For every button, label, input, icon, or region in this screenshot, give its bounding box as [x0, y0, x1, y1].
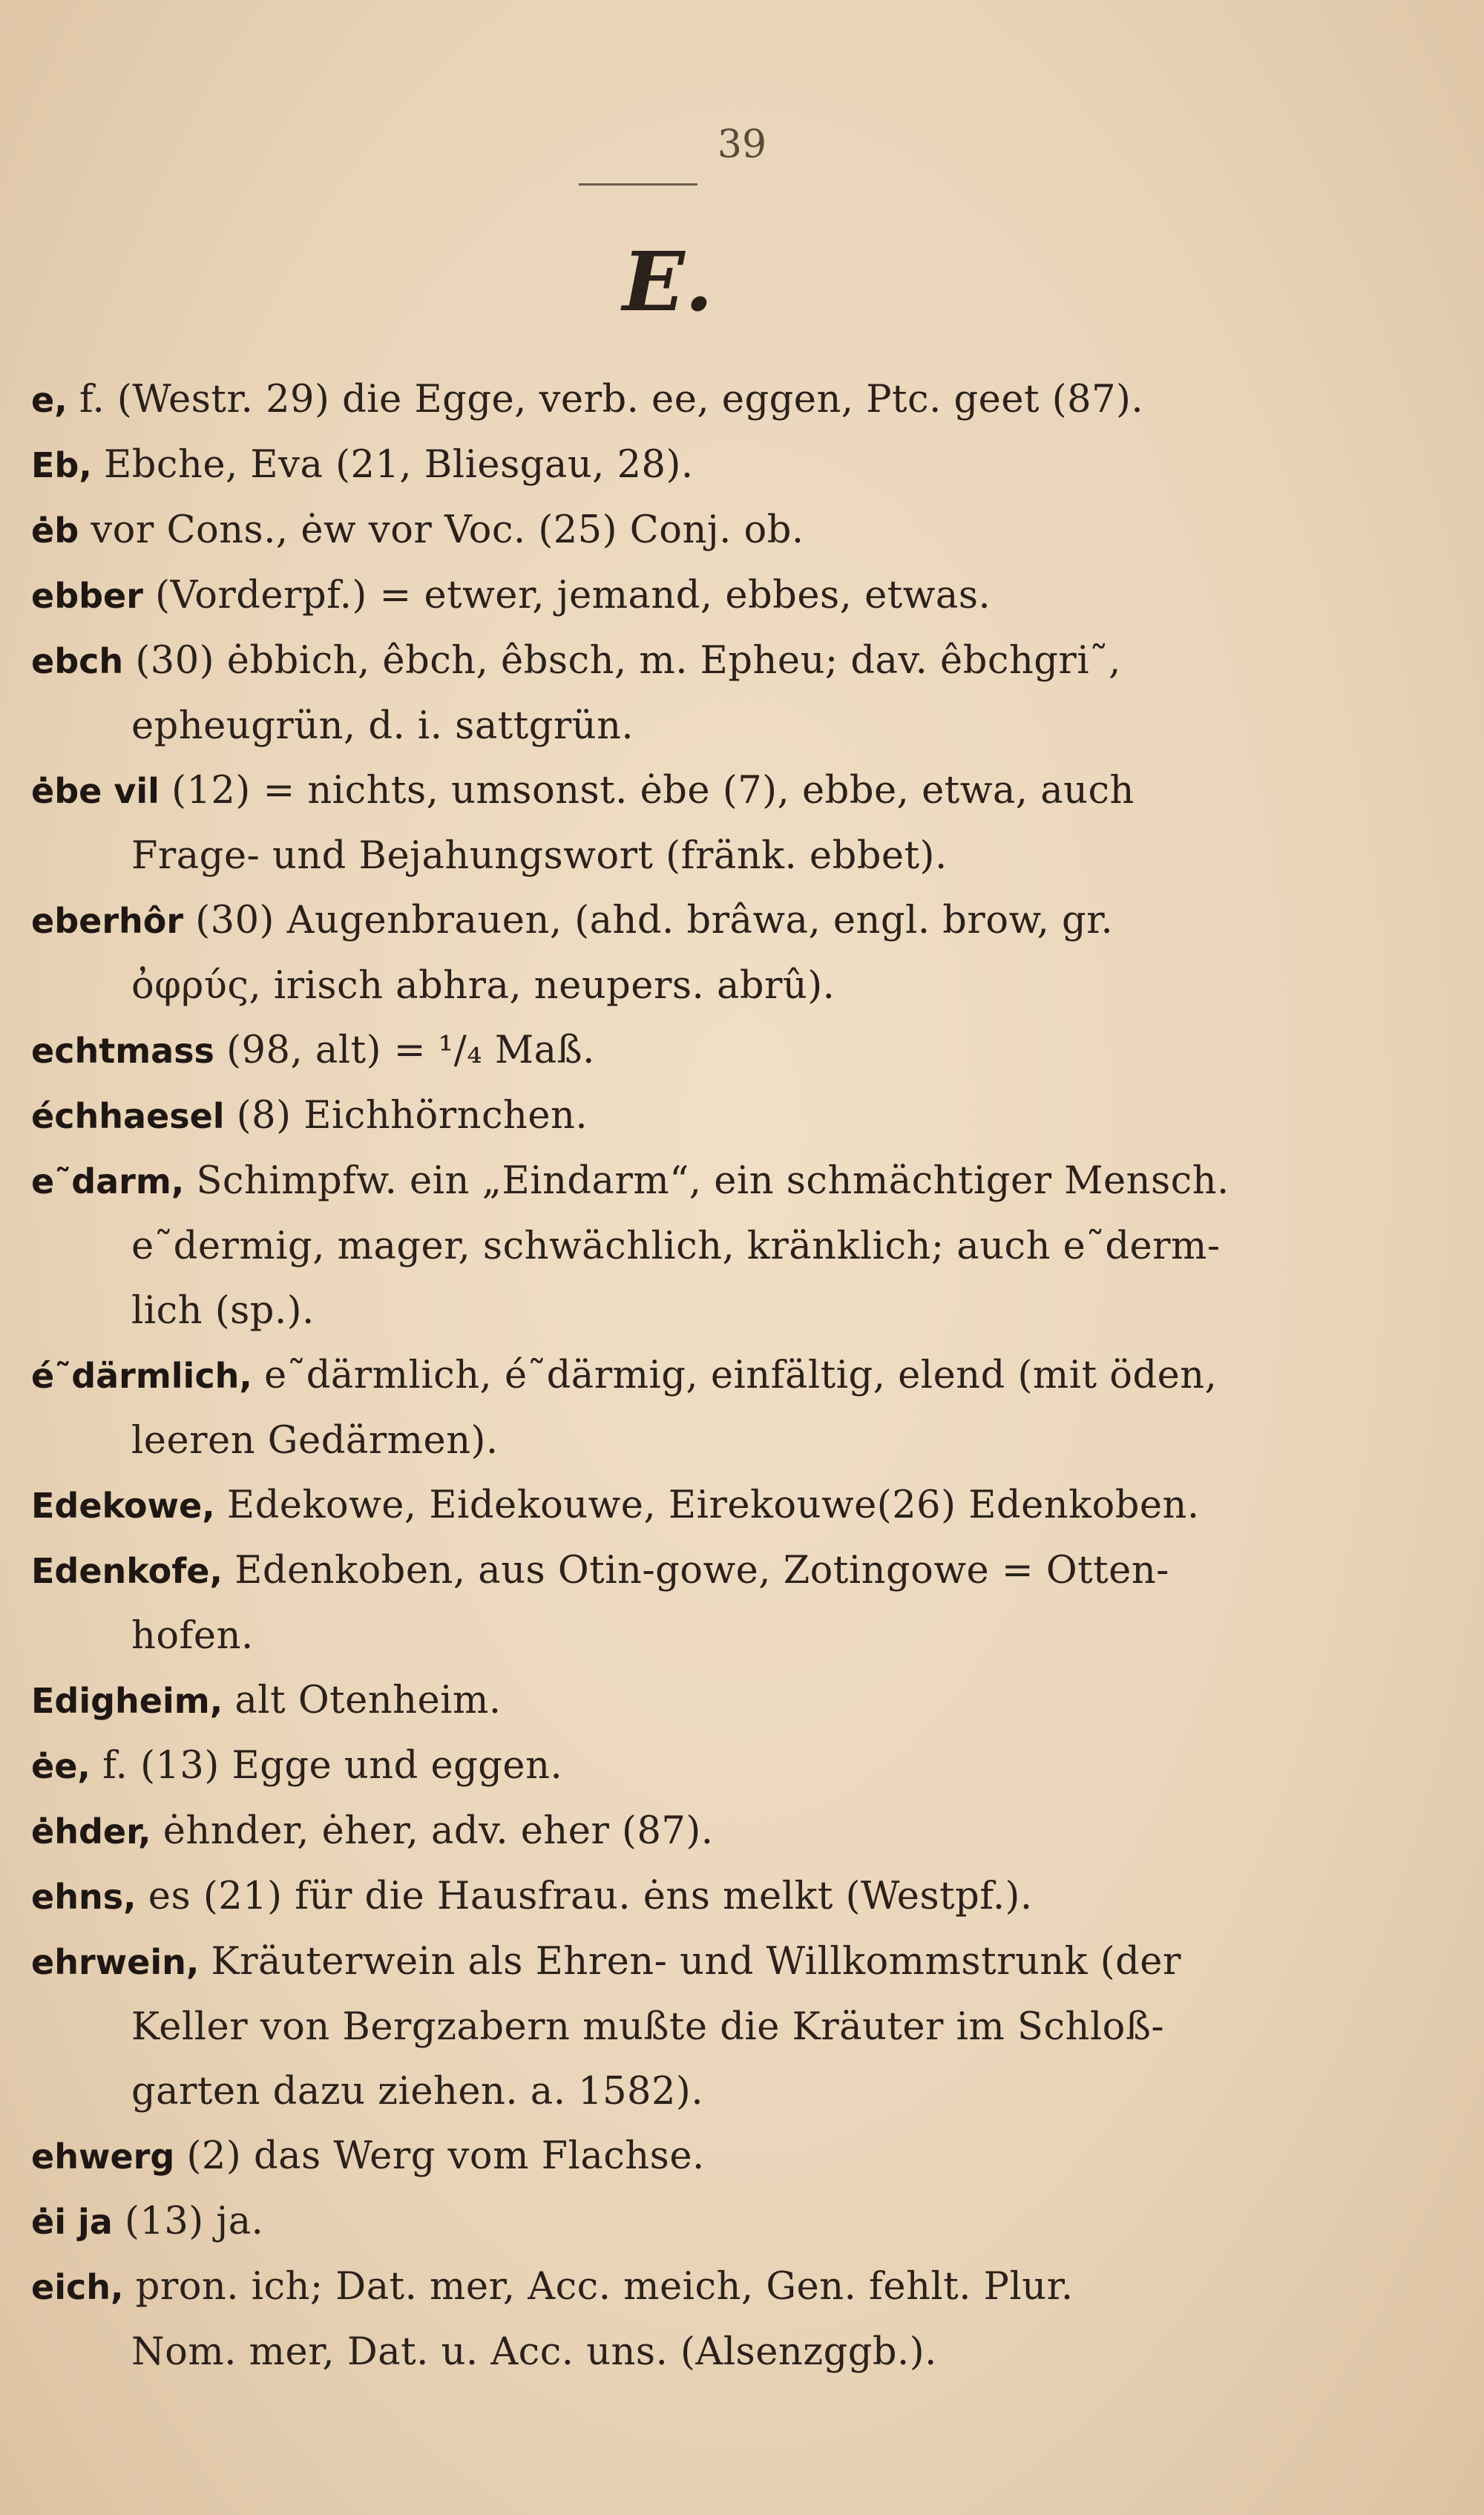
entry-definition-line: Keller von Bergzabern mußte die Kräuter im Schloß- — [131, 2005, 1165, 2049]
entry-definition-line: Schimpfw. ein „Eindarm“, ein schmächtiger Mensch. — [196, 1159, 1229, 1203]
dictionary-entry — [31, 1799, 1293, 1864]
entry-headword: eich, — [31, 2267, 124, 2307]
dictionary-entry — [31, 1668, 1293, 1734]
entry-definition-line: Edekowe, Eidekouwe, Eirekouwe(26) Edenkoben. — [226, 1483, 1200, 1527]
section-letter: E. — [622, 234, 714, 329]
entry-headword: ehns, — [31, 1877, 137, 1917]
entry-headword: ebber — [31, 576, 143, 616]
entry-definition-line: Kräuterwein als Ehren- und Willkommstrunk (der — [211, 1940, 1181, 1984]
entry-headword: echtmass — [31, 1031, 214, 1071]
entry-definition-line: ὀφρύς, irisch abhra, neupers. abrû). — [131, 964, 835, 1008]
entry-headword: échhaesel — [31, 1096, 225, 1136]
entry-definition-line: hofen. — [131, 1614, 254, 1658]
dictionary-entry — [31, 1734, 1293, 1799]
entry-definition-line: Ebche, Eva (21, Bliesgau, 28). — [104, 443, 694, 487]
entry-definition-line: Frage- und Bejahungswort (fränk. ebbet). — [131, 834, 948, 878]
entry-definition-line: f. (Westr. 29) die Egge, verb. ee, eggen, Ptc. geet (87). — [79, 378, 1144, 422]
dictionary-entry — [31, 888, 1293, 1018]
entry-definition-line: vor Cons., ėw vor Voc. (25) Conj. ob. — [91, 508, 804, 552]
dictionary-entry — [31, 367, 1293, 433]
entry-definition-line: (30) Augenbrauen, (ahd. brâwa, engl. brow, gr. — [195, 899, 1114, 942]
dictionary-entry — [31, 1343, 1293, 1473]
entry-headword: ehrwein, — [31, 1942, 200, 1982]
entry-definition-line: pron. ich; Dat. mer, Acc. meich, Gen. fehlt. Plur. — [135, 2265, 1074, 2309]
entry-definition-line: (30) ėbbich, êbch, êbsch, m. Epheu; dav. êbchgri˜, — [135, 639, 1121, 683]
dictionary-entry — [31, 563, 1293, 629]
entry-definition-line: f. (13) Egge und eggen. — [102, 1744, 563, 1788]
entry-headword: ebch — [31, 641, 124, 681]
entry-headword: é˜därmlich, — [31, 1356, 252, 1396]
dictionary-entry — [31, 1538, 1293, 1668]
dictionary-entry — [31, 498, 1293, 563]
entry-headword: e, — [31, 380, 68, 420]
entry-headword: e˜darm, — [31, 1161, 185, 1201]
entry-headword: ėbe vil — [31, 771, 160, 811]
dictionary-entry — [31, 629, 1293, 758]
entry-definition-line: es (21) für die Hausfrau. ėns melkt (Westpf.). — [148, 1875, 1033, 1918]
entry-definition-line: Nom. mer, Dat. u. Acc. uns. (Alsenzggb.). — [131, 2330, 937, 2374]
entry-definition-line: garten dazu ziehen. a. 1582). — [131, 2070, 704, 2114]
dictionary-entry — [31, 2255, 1293, 2384]
entry-headword: ėhder, — [31, 1811, 151, 1852]
entry-definition-line: (12) = nichts, umsonst. ėbe (7), ebbe, etwa, auch — [171, 769, 1135, 813]
entry-headword: eberhôr — [31, 901, 184, 941]
entry-headword: Eb, — [31, 445, 92, 485]
entry-headword: ėi ja — [31, 2202, 113, 2242]
entry-definition-line: Edenkoben, aus Otin-gowe, Zotingowe = Otten- — [234, 1549, 1169, 1593]
entry-definition-line: e˜dermig, mager, schwächlich, kränklich; auch e˜derm- — [131, 1224, 1221, 1268]
dictionary-entry — [31, 1149, 1293, 1343]
entry-headword: ėe, — [31, 1746, 91, 1786]
entry-list — [31, 367, 1293, 2384]
entry-headword: ėb — [31, 511, 79, 551]
entry-headword: Edenkofe, — [31, 1551, 223, 1591]
dictionary-entry — [31, 1473, 1293, 1538]
dictionary-entry — [31, 758, 1293, 888]
dictionary-entry — [31, 433, 1293, 498]
entry-definition-line: epheugrün, d. i. sattgrün. — [131, 704, 634, 748]
dictionary-entry — [31, 1018, 1293, 1083]
entry-definition-line: (8) Eichhörnchen. — [236, 1094, 588, 1138]
entry-headword: Edekowe, — [31, 1486, 215, 1526]
dictionary-entry — [31, 2189, 1293, 2255]
dictionary-entry — [31, 2124, 1293, 2189]
dictionary-entry — [31, 1929, 1293, 2124]
page-number: 39 — [717, 122, 767, 167]
entry-definition-line: lich (sp.). — [131, 1289, 315, 1333]
entry-headword: Edigheim, — [31, 1681, 223, 1721]
dictionary-entry — [31, 1864, 1293, 1929]
entry-definition-line: alt Otenheim. — [234, 1679, 502, 1722]
entry-headword: ehwerg — [31, 2137, 175, 2177]
page-number-rule — [579, 183, 697, 186]
entry-definition-line: leeren Gedärmen). — [131, 1419, 499, 1463]
entry-definition-line: e˜därmlich, é˜därmig, einfältig, elend (mit öden, — [264, 1354, 1218, 1397]
dictionary-entry — [31, 1083, 1293, 1149]
entry-definition-line: (Vorderpf.) = etwer, jemand, ebbes, etwas. — [155, 574, 991, 617]
entry-definition-line: (13) ja. — [125, 2200, 264, 2243]
entry-definition-line: (98, alt) = ¹/₄ Maß. — [226, 1029, 595, 1072]
entry-definition-line: ėhnder, ėher, adv. eher (87). — [162, 1809, 714, 1853]
entry-definition-line: (2) das Werg vom Flachse. — [186, 2134, 705, 2178]
